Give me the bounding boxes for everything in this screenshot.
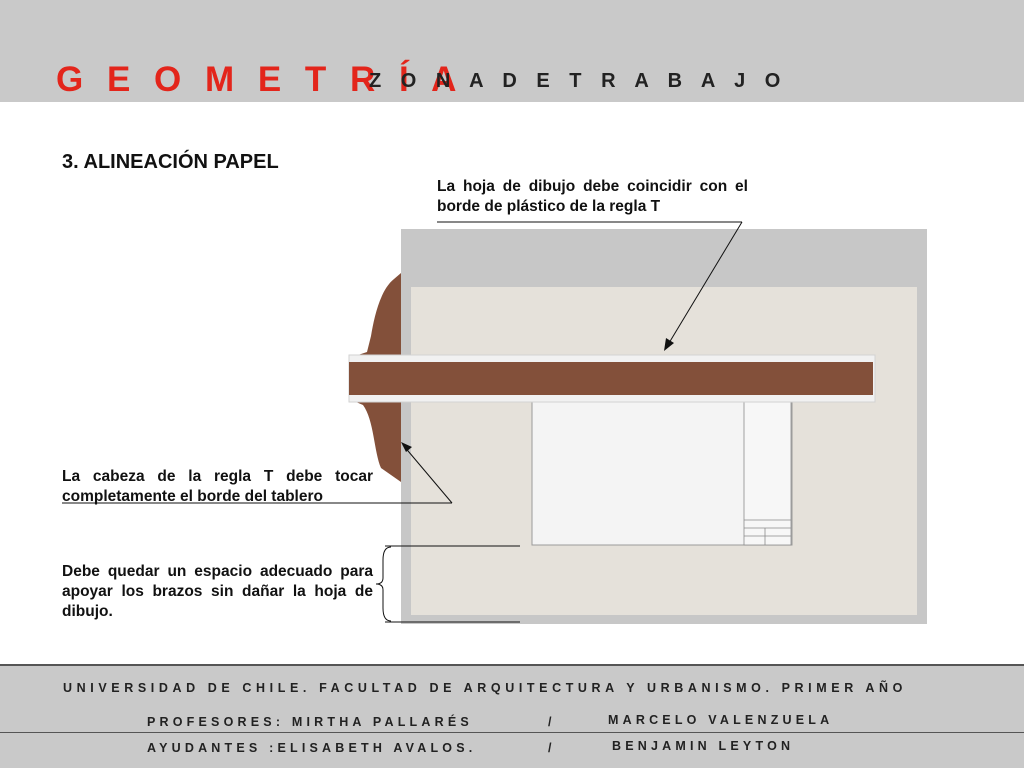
tsquare-blade — [349, 362, 873, 395]
note-paper-alignment: La hoja de dibujo debe coincidir con el borde de plástico de la regla T — [437, 178, 748, 215]
note-arm-space: Debe quedar un espacio adecuado para apoyar los brazos sin dañar la hoja de dibujo. — [62, 563, 373, 620]
footer-assistants: AYUDANTES :ELISABETH AVALOS. — [147, 741, 477, 755]
dimension-brace — [376, 547, 391, 621]
page-subtitle: Z O N A D E T R A B A J O — [369, 70, 788, 92]
footer-divider — [0, 732, 1024, 733]
footer-separator: / — [548, 715, 552, 729]
page-title: G E O M E T R Í A — [56, 60, 464, 99]
section-title: 3. ALINEACIÓN PAPEL — [62, 151, 279, 173]
note-tsquare-head: La cabeza de la regla T debe tocar completamente el borde del tablero — [62, 468, 373, 505]
footer-professor-2: MARCELO VALENZUELA — [608, 713, 834, 727]
footer-professors: PROFESORES: MIRTHA PALLARÉS — [147, 715, 473, 729]
footer-separator: / — [548, 741, 552, 755]
footer-assistant-2: BENJAMIN LEYTON — [612, 739, 795, 753]
footer-university: UNIVERSIDAD DE CHILE. FACULTAD DE ARQUITECTURA Y URBANISMO. PRIMER AÑO — [63, 681, 908, 695]
